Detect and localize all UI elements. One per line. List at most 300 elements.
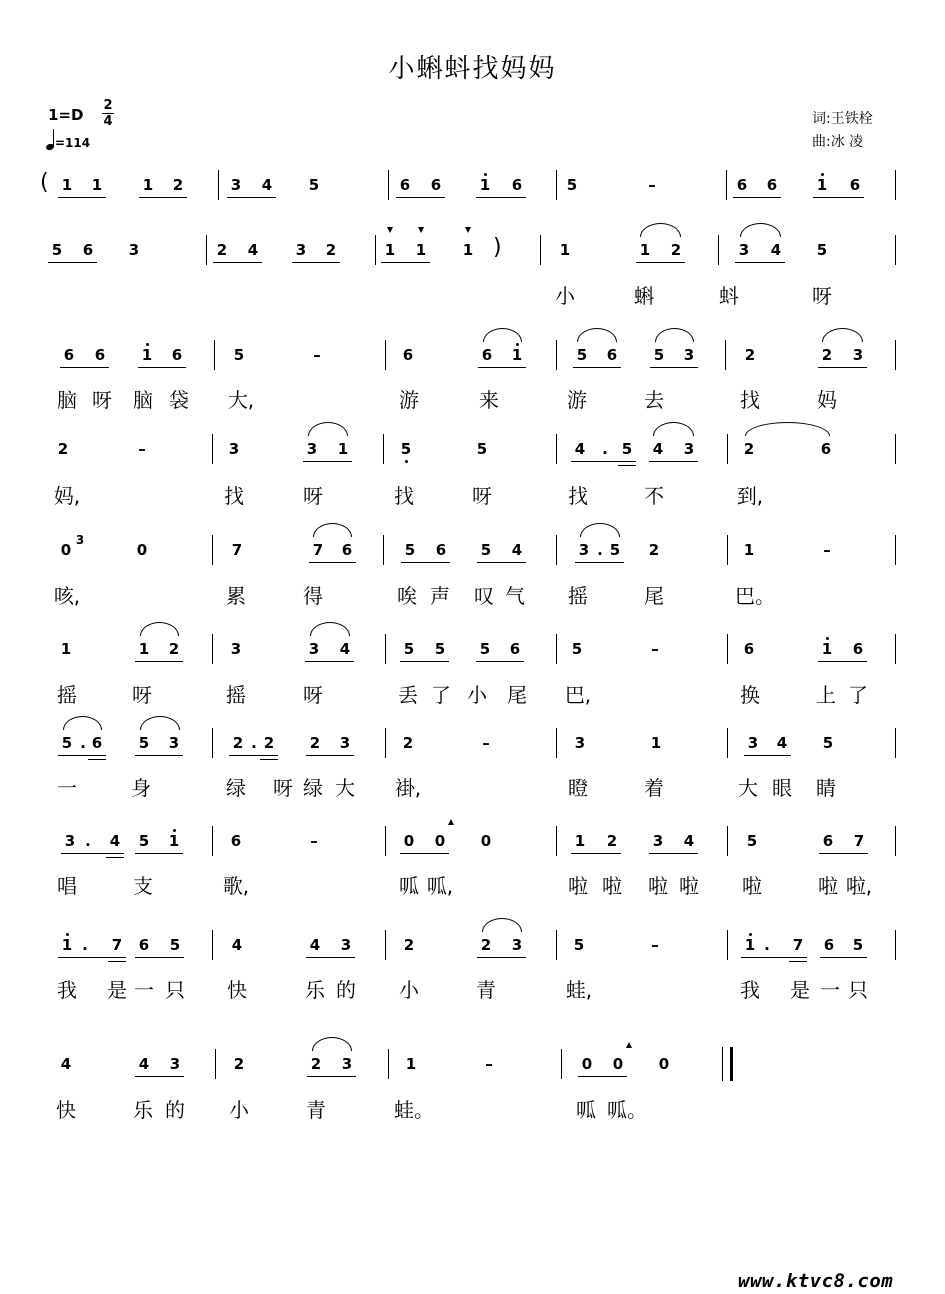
bar-line bbox=[727, 728, 728, 758]
beam-line bbox=[306, 755, 354, 756]
note: 6 bbox=[481, 346, 493, 364]
beam-line bbox=[813, 197, 864, 198]
note: 5 bbox=[404, 541, 416, 559]
note: 5 bbox=[653, 346, 665, 364]
high-octave-dot bbox=[173, 829, 176, 832]
intro-open-paren: ( bbox=[40, 170, 49, 195]
beam-line bbox=[307, 1076, 356, 1077]
note: 5 bbox=[138, 832, 150, 850]
lyricist-name: 王铁栓 bbox=[830, 111, 873, 127]
beam-line-double bbox=[106, 857, 124, 858]
staccato-mark-icon bbox=[626, 1042, 632, 1048]
lyric-syllable: 唉 bbox=[397, 584, 417, 608]
beam-line bbox=[58, 755, 106, 756]
note: 4 bbox=[339, 640, 351, 658]
note: 3 bbox=[683, 346, 695, 364]
note: – bbox=[138, 440, 146, 458]
bar-line bbox=[726, 170, 727, 200]
note: 1 bbox=[415, 241, 427, 259]
slur-arc bbox=[140, 716, 180, 730]
note: 4 bbox=[261, 176, 273, 194]
note: 5 bbox=[852, 936, 864, 954]
beam-line-double bbox=[108, 961, 126, 962]
note: 3 bbox=[64, 832, 76, 850]
lyric-syllable: 乐 bbox=[133, 1098, 153, 1122]
slur-arc bbox=[482, 918, 522, 932]
note: 0 bbox=[612, 1055, 624, 1073]
note: 6 bbox=[341, 541, 353, 559]
note: 5 bbox=[434, 640, 446, 658]
beam-line bbox=[138, 367, 186, 368]
note: 4 bbox=[309, 936, 321, 954]
beam-line bbox=[477, 957, 526, 958]
note: 2 bbox=[821, 346, 833, 364]
note: 0 bbox=[434, 832, 446, 850]
lyric-syllable: 青 bbox=[306, 1098, 326, 1122]
note: 5 bbox=[573, 936, 585, 954]
lyric-syllable: 不 bbox=[644, 484, 664, 508]
slur-arc bbox=[655, 328, 694, 342]
lyric-syllable: 啦 bbox=[679, 874, 699, 898]
accent-mark-icon bbox=[418, 227, 424, 233]
note: 4 bbox=[511, 541, 523, 559]
note: 5 bbox=[476, 440, 488, 458]
note: 5 bbox=[746, 832, 758, 850]
lyric-syllable: 的 bbox=[336, 978, 356, 1002]
lyric-syllable: 得 bbox=[303, 584, 323, 608]
lyric-syllable: 青 bbox=[476, 978, 496, 1002]
beam-line bbox=[636, 262, 685, 263]
beam-line bbox=[48, 262, 97, 263]
note: 3 bbox=[169, 1055, 181, 1073]
beam-line-double bbox=[789, 961, 807, 962]
note: 2 bbox=[744, 346, 756, 364]
lyric-syllable: 游 bbox=[399, 388, 419, 412]
lyric-syllable: 呀 bbox=[303, 484, 323, 508]
note: – bbox=[648, 176, 656, 194]
time-sig-numerator: 2 bbox=[103, 98, 113, 113]
bar-line bbox=[385, 728, 386, 758]
watermark: www.ktvc8.com bbox=[738, 1270, 894, 1292]
lyric-syllable: 一 bbox=[820, 978, 840, 1002]
beam-line bbox=[213, 262, 262, 263]
lyric-syllable: 去 bbox=[644, 388, 664, 412]
bar-line bbox=[206, 235, 207, 265]
note: 3 bbox=[308, 640, 320, 658]
note: 3 bbox=[128, 241, 140, 259]
note: 6 bbox=[63, 346, 75, 364]
note: 2 bbox=[309, 734, 321, 752]
note: 2 bbox=[57, 440, 69, 458]
note: 6 bbox=[743, 640, 755, 658]
note: 6 bbox=[766, 176, 778, 194]
note: 3 bbox=[574, 734, 586, 752]
note: 5 bbox=[308, 176, 320, 194]
note: 2 bbox=[168, 640, 180, 658]
lyric-syllable: 小 bbox=[229, 1098, 249, 1122]
bar-line bbox=[212, 535, 213, 565]
lyric-syllable: 睛 bbox=[816, 776, 836, 800]
beam-line bbox=[135, 957, 184, 958]
beam-line bbox=[61, 853, 124, 854]
note: 2 bbox=[263, 734, 275, 752]
note: 5 bbox=[61, 734, 73, 752]
beam-line bbox=[305, 661, 354, 662]
note: 6 bbox=[511, 176, 523, 194]
bar-line bbox=[212, 930, 213, 960]
note: 6 bbox=[399, 176, 411, 194]
note: 3 bbox=[230, 640, 242, 658]
note: 5 bbox=[138, 734, 150, 752]
note: 5 bbox=[621, 440, 633, 458]
note: 1 bbox=[337, 440, 349, 458]
note: 5 bbox=[169, 936, 181, 954]
beam-line bbox=[649, 461, 698, 462]
lyric-syllable: 找 bbox=[394, 484, 414, 508]
lyric-syllable: 蛙, bbox=[565, 978, 593, 1002]
lyric-syllable: 着 bbox=[644, 776, 664, 800]
note: 5 bbox=[576, 346, 588, 364]
bar-line bbox=[727, 434, 728, 464]
lyric-syllable: 呱。 bbox=[607, 1098, 647, 1122]
beam-line bbox=[733, 197, 781, 198]
beam-line bbox=[58, 957, 126, 958]
credits bbox=[812, 108, 873, 154]
lyric-syllable: 累 bbox=[226, 584, 246, 608]
beam-line bbox=[306, 957, 355, 958]
lyric-syllable: 呀 bbox=[92, 388, 112, 412]
note: 6 bbox=[822, 832, 834, 850]
beam-line bbox=[477, 562, 526, 563]
beam-line bbox=[744, 755, 791, 756]
lyric-syllable: 蝌 bbox=[634, 284, 654, 308]
lyric-syllable: 啦 bbox=[742, 874, 762, 898]
lyric-syllable: 啦 bbox=[568, 874, 588, 898]
lyric-syllable: 上 bbox=[816, 683, 836, 707]
high-octave-dot bbox=[66, 933, 69, 936]
composer-name: 冰 凌 bbox=[830, 134, 864, 150]
beam-line bbox=[478, 367, 526, 368]
lyric-syllable: 脑 bbox=[133, 388, 153, 412]
lyric-syllable: 眼 bbox=[772, 776, 792, 800]
bar-line bbox=[212, 634, 213, 664]
lyric-syllable: 瞪 bbox=[568, 776, 588, 800]
lyric-syllable: 来 bbox=[479, 388, 499, 412]
note: 5 bbox=[480, 541, 492, 559]
beam-line bbox=[381, 262, 430, 263]
slur-arc bbox=[577, 328, 617, 342]
time-sig-denominator: 4 bbox=[103, 114, 113, 129]
note: 6 bbox=[852, 640, 864, 658]
song-title: 小蝌蚪找妈妈 bbox=[388, 54, 557, 84]
high-octave-dot bbox=[749, 933, 752, 936]
note: 1 bbox=[138, 640, 150, 658]
slur-arc bbox=[483, 328, 522, 342]
note: 1 bbox=[168, 832, 180, 850]
note: 1 bbox=[511, 346, 523, 364]
note: 6 bbox=[82, 241, 94, 259]
note: 6 bbox=[736, 176, 748, 194]
key-signature: 1=D bbox=[48, 106, 84, 124]
beam-line bbox=[396, 197, 445, 198]
beam-line bbox=[476, 661, 524, 662]
lyric-syllable: 到, bbox=[736, 484, 764, 508]
beam-line-double bbox=[88, 759, 106, 760]
note: 3 bbox=[306, 440, 318, 458]
beam-line bbox=[649, 853, 698, 854]
note: 1 bbox=[743, 541, 755, 559]
lyric-syllable: 啦 bbox=[818, 874, 838, 898]
beam-line bbox=[650, 367, 698, 368]
note: 7 bbox=[312, 541, 324, 559]
lyric-syllable: 小 bbox=[399, 978, 419, 1002]
beam-line bbox=[135, 853, 183, 854]
note: 4 bbox=[60, 1055, 72, 1073]
beam-line bbox=[401, 562, 450, 563]
note: 5 bbox=[51, 241, 63, 259]
lyric-syllable: 呱 bbox=[399, 874, 419, 898]
note: 1 bbox=[60, 640, 72, 658]
slur-arc bbox=[640, 223, 681, 237]
note: 4 bbox=[231, 936, 243, 954]
staccato-mark-icon bbox=[448, 819, 454, 825]
bar-line bbox=[895, 535, 896, 565]
beam-line bbox=[400, 853, 449, 854]
lyric-syllable: 了 bbox=[848, 683, 868, 707]
note: 3 bbox=[340, 936, 352, 954]
slur-arc bbox=[822, 328, 863, 342]
note: 6 bbox=[402, 346, 414, 364]
bar-line bbox=[383, 535, 384, 565]
note: – bbox=[310, 832, 318, 850]
bar-line bbox=[383, 434, 384, 464]
lyric-syllable: 小 bbox=[467, 683, 487, 707]
note: 4 bbox=[770, 241, 782, 259]
high-octave-dot bbox=[821, 173, 824, 176]
lyric-syllable: 只 bbox=[165, 978, 185, 1002]
note: 2 bbox=[216, 241, 228, 259]
note: . bbox=[82, 936, 88, 954]
note: 5 bbox=[400, 440, 412, 458]
lyric-syllable: 呀 bbox=[273, 776, 293, 800]
beam-line bbox=[476, 197, 526, 198]
note: 6 bbox=[94, 346, 106, 364]
note: 1 bbox=[142, 176, 154, 194]
note: – bbox=[651, 936, 659, 954]
lyric-syllable: 咳, bbox=[53, 584, 81, 608]
bar-line bbox=[895, 340, 896, 370]
slur-arc bbox=[312, 1037, 352, 1051]
bar-line bbox=[388, 1049, 389, 1079]
note: 2 bbox=[310, 1055, 322, 1073]
bar-line bbox=[212, 728, 213, 758]
lyric-syllable: 啦, bbox=[845, 874, 873, 898]
lyric-syllable: 大 bbox=[335, 776, 355, 800]
lyric-syllable: 蚪 bbox=[719, 284, 739, 308]
note: 5 bbox=[822, 734, 834, 752]
beam-line bbox=[135, 661, 183, 662]
bar-line bbox=[727, 826, 728, 856]
bar-line bbox=[895, 434, 896, 464]
quarter-note-icon bbox=[46, 128, 55, 150]
slur-arc bbox=[308, 422, 348, 436]
slur-arc bbox=[740, 223, 781, 237]
note: 3 bbox=[578, 541, 590, 559]
bar-line bbox=[895, 728, 896, 758]
beam-line bbox=[573, 367, 621, 368]
note: 1 bbox=[479, 176, 491, 194]
beam-line bbox=[818, 367, 867, 368]
lyric-syllable: 脑 bbox=[57, 388, 77, 412]
lyric-syllable: 气 bbox=[505, 584, 525, 608]
note: 2 bbox=[325, 241, 337, 259]
bar-line bbox=[215, 1049, 216, 1079]
bar-line bbox=[895, 235, 896, 265]
bar-line bbox=[561, 1049, 562, 1079]
note: – bbox=[823, 541, 831, 559]
lyric-syllable: 小 bbox=[555, 284, 575, 308]
bar-line bbox=[727, 535, 728, 565]
note: 2 bbox=[232, 734, 244, 752]
note: 3 bbox=[683, 440, 695, 458]
composer-label: 曲: bbox=[812, 134, 831, 150]
beam-line bbox=[578, 1076, 627, 1077]
note: 4 bbox=[776, 734, 788, 752]
bar-line bbox=[895, 170, 896, 200]
beam-line bbox=[571, 461, 636, 462]
bar-line bbox=[556, 535, 557, 565]
lyric-syllable: 游 bbox=[567, 388, 587, 412]
note: 4 bbox=[247, 241, 259, 259]
intro-close-paren: ) bbox=[493, 235, 502, 260]
lyric-syllable: 巴。 bbox=[735, 584, 775, 608]
lyric-syllable: 的 bbox=[165, 1098, 185, 1122]
lyric-syllable: 呀 bbox=[812, 284, 832, 308]
lyric-syllable: 身 bbox=[131, 776, 151, 800]
beam-line bbox=[819, 853, 868, 854]
lyric-syllable: 支 bbox=[133, 874, 153, 898]
bar-line bbox=[385, 826, 386, 856]
note: 2 bbox=[172, 176, 184, 194]
lyric-syllable: 妈, bbox=[53, 484, 81, 508]
beam-line bbox=[58, 197, 106, 198]
lyric-syllable: 呀 bbox=[132, 683, 152, 707]
note: 1 bbox=[61, 936, 73, 954]
beam-line bbox=[227, 197, 276, 198]
note: 6 bbox=[138, 936, 150, 954]
note: 3 bbox=[341, 1055, 353, 1073]
note: 0 bbox=[403, 832, 415, 850]
lyric-syllable: 唱 bbox=[57, 874, 77, 898]
note: . bbox=[597, 541, 603, 559]
beam-line bbox=[309, 562, 356, 563]
beam-line bbox=[292, 262, 340, 263]
note: . bbox=[80, 734, 86, 752]
beam-line-double bbox=[260, 759, 278, 760]
lyric-syllable: 褂, bbox=[394, 776, 422, 800]
note: – bbox=[485, 1055, 493, 1073]
tempo-marking bbox=[46, 128, 90, 150]
bar-line bbox=[540, 235, 541, 265]
note: 2 bbox=[648, 541, 660, 559]
lyric-syllable: 声 bbox=[430, 584, 450, 608]
lyric-syllable: 呀 bbox=[472, 484, 492, 508]
note: 6 bbox=[823, 936, 835, 954]
note: 1 bbox=[91, 176, 103, 194]
lyric-syllable: 歌, bbox=[222, 874, 250, 898]
lyric-syllable: 叹 bbox=[474, 584, 494, 608]
note: 3 bbox=[652, 832, 664, 850]
note: 2 bbox=[402, 734, 414, 752]
accent-mark-icon bbox=[465, 227, 471, 233]
lyric-syllable: 丢 bbox=[398, 683, 418, 707]
note: 7 bbox=[853, 832, 865, 850]
beam-line-double bbox=[618, 465, 636, 466]
note: 4 bbox=[683, 832, 695, 850]
note: 1 bbox=[650, 734, 662, 752]
slur-arc bbox=[140, 622, 179, 636]
bar-line bbox=[556, 170, 557, 200]
note: 3 bbox=[738, 241, 750, 259]
note: 2 bbox=[606, 832, 618, 850]
lyric-syllable: 袋 bbox=[169, 388, 189, 412]
note: . bbox=[85, 832, 91, 850]
bar-line bbox=[212, 434, 213, 464]
note: 5 bbox=[571, 640, 583, 658]
note: 2 bbox=[670, 241, 682, 259]
lyric-syllable: 大, bbox=[227, 388, 255, 412]
note: 3 bbox=[228, 440, 240, 458]
bar-line bbox=[895, 634, 896, 664]
lyric-syllable: 是 bbox=[107, 978, 127, 1002]
note: 1 bbox=[61, 176, 73, 194]
high-octave-dot bbox=[516, 343, 519, 346]
lyric-syllable: 尾 bbox=[644, 584, 664, 608]
note: 4 bbox=[109, 832, 121, 850]
note: 7 bbox=[231, 541, 243, 559]
note: 1 bbox=[816, 176, 828, 194]
note: 7 bbox=[111, 936, 123, 954]
breath-mark-icon: 3 bbox=[75, 533, 85, 547]
note: 1 bbox=[462, 241, 474, 259]
note: 6 bbox=[849, 176, 861, 194]
bar-line bbox=[722, 1047, 723, 1081]
note: 6 bbox=[430, 176, 442, 194]
bar-line bbox=[727, 634, 728, 664]
beam-line bbox=[135, 1076, 184, 1077]
lyric-syllable: 绿 bbox=[226, 776, 246, 800]
note: 4 bbox=[138, 1055, 150, 1073]
lyric-syllable: 巴, bbox=[564, 683, 592, 707]
lyricist-label: 词: bbox=[812, 111, 831, 127]
note: 1 bbox=[821, 640, 833, 658]
bar-line bbox=[556, 340, 557, 370]
high-octave-dot bbox=[826, 637, 829, 640]
bar-line bbox=[218, 170, 219, 200]
bar-line bbox=[556, 826, 557, 856]
slur-arc bbox=[313, 523, 352, 537]
final-bar-line bbox=[730, 1047, 733, 1081]
note: 2 bbox=[233, 1055, 245, 1073]
beam-line bbox=[400, 661, 449, 662]
bar-line bbox=[725, 340, 726, 370]
lyric-syllable: 大 bbox=[738, 776, 758, 800]
bar-line bbox=[385, 634, 386, 664]
lyric-syllable: 呱, bbox=[426, 874, 454, 898]
note: 1 bbox=[384, 241, 396, 259]
lyric-syllable: 找 bbox=[740, 388, 760, 412]
lyric-syllable: 啦 bbox=[602, 874, 622, 898]
